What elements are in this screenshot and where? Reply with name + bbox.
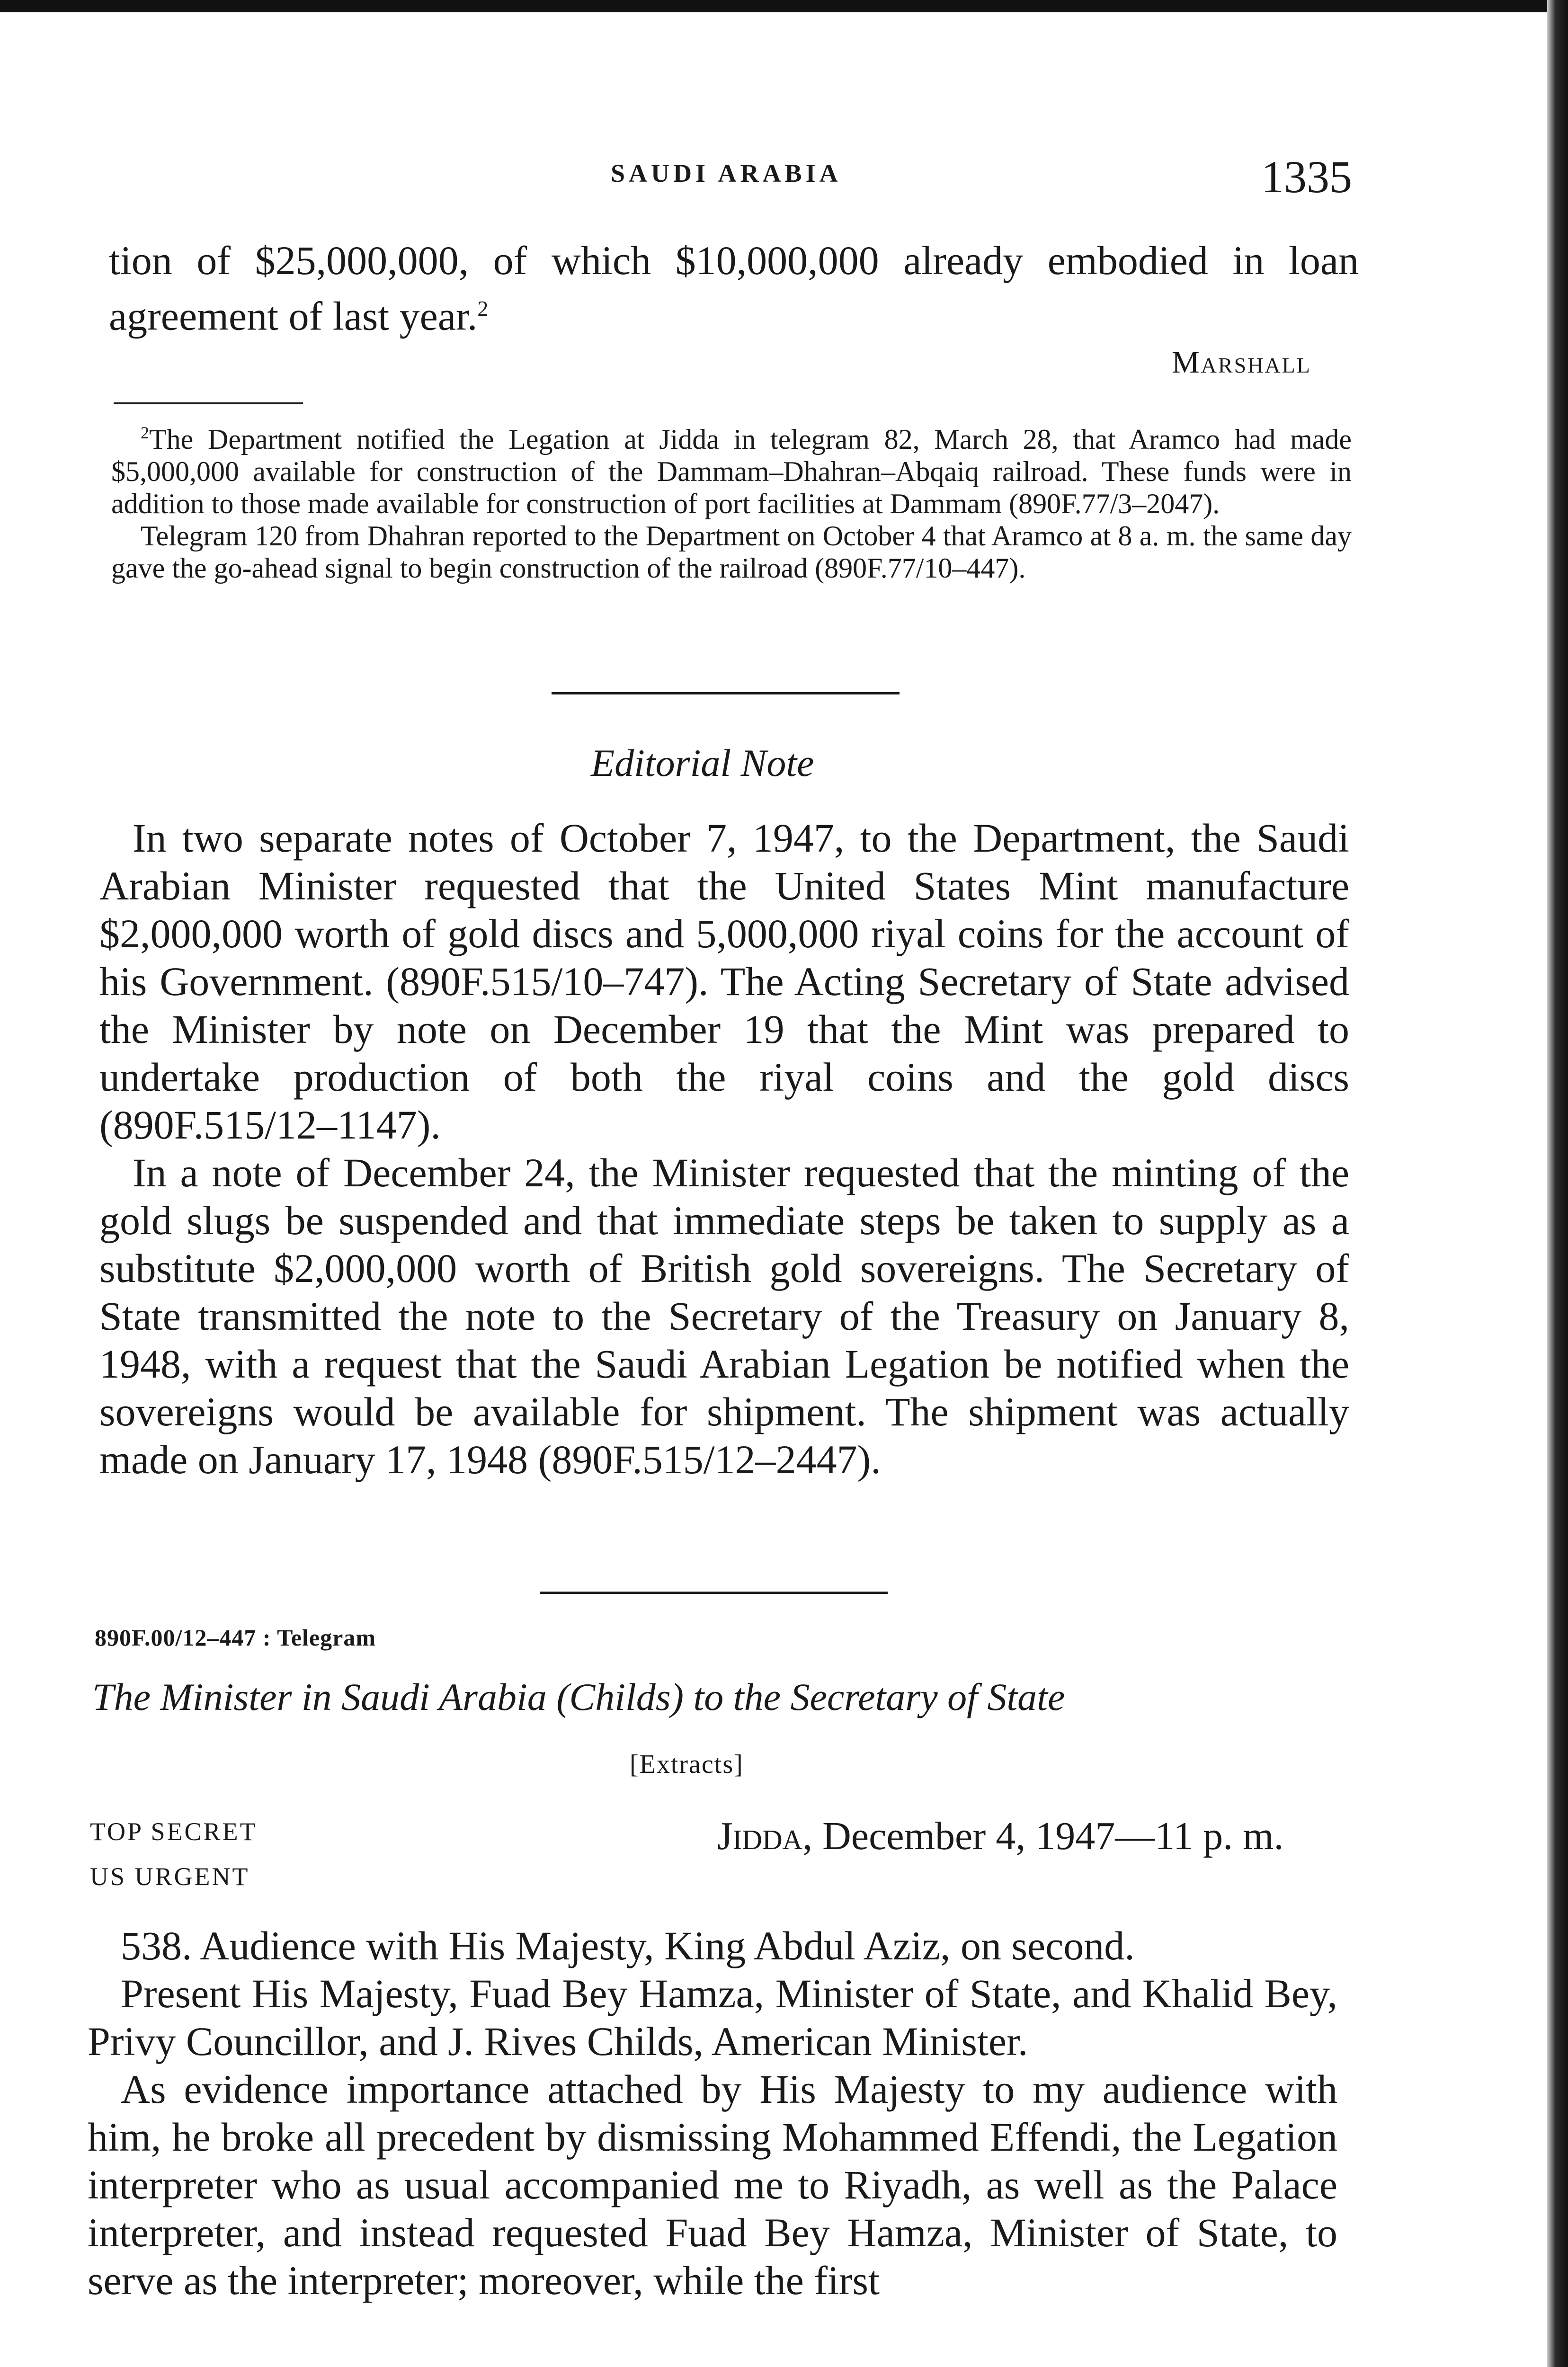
classification-urgent: US URGENT <box>90 1862 250 1891</box>
footnote-marker: 2 <box>141 423 149 442</box>
footnote-2 <box>111 417 1352 520</box>
editorial-paragraph-2: In a note of December 24, the Minister requested that the minting of the gold slugs be suspended and that immediate steps be taken to supply as a substitute $2,000,000 worth of British gold sovereigns. The Secretary of State transmitted the note to the Secretary of the Treasury on January 8, 1948, with a request that the Saudi Arabian Legation be notified when the sovereigns would be available for shipment. The shipment was actually made on January 17, 1948 (890F.515/12–2447). <box>99 1150 1349 1482</box>
footnote-reference: 2 <box>477 296 489 320</box>
running-header-title: SAUDI ARABIA <box>611 159 842 187</box>
footnote-text-1: The Department notified the Legation at Jidda in telegram 82, March 28, that Aramco had made $5,000,000 available for construction of the Dammam–Dhahran–Abqaiq railroad. These funds were in addition to those made available for construction of port facilities at Dammam (890F.77/3–2047). <box>111 424 1352 519</box>
footnote-2-continued: Telegram 120 from Dhahran reported to the Department on October 4 that Aramco at 8 a. m. the same day gave the go-ahead signal to begin construction of the railroad (890F.77/10–447). <box>111 520 1352 584</box>
dateline <box>717 1813 1284 1859</box>
document-title: The Minister in Saudi Arabia (Childs) to the Secretary of State <box>92 1675 1065 1718</box>
section-divider-2 <box>540 1592 888 1594</box>
signature: Marshall <box>1172 345 1311 380</box>
editorial-note-body <box>99 814 1349 1484</box>
page-top-edge <box>0 0 1568 12</box>
page-number: 1335 <box>1261 151 1352 202</box>
footnotes <box>111 417 1352 584</box>
dateline-date: , December 4, 1947—11 p. m. <box>802 1814 1284 1858</box>
document-reference: 890F.00/12–447 : Telegram <box>95 1624 376 1651</box>
footnote-divider <box>114 402 303 404</box>
continuation-paragraph <box>109 237 1359 340</box>
telegram-paragraph-3: As evidence importance attached by His Majesty to my audience with him, he broke all precedent by dismissing Mohammed Effendi, the Legation interpreter who as usual accompanied me to Riyadh, as well as the Palace interpreter, and instead requested Fuad Bey Hamza, Minister of State, to serve as the interpreter; moreover, while the first <box>88 2066 1337 2303</box>
classification-top-secret: TOP SECRET <box>90 1817 258 1846</box>
document-subtitle: [Extracts] <box>630 1750 744 1779</box>
telegram-body <box>88 1922 1337 2305</box>
page-binding-edge <box>1547 0 1568 2367</box>
section-divider <box>552 692 900 694</box>
editorial-note-title: Editorial Note <box>591 741 814 784</box>
telegram-paragraph-1: 538. Audience with His Majesty, King Abdul Aziz, on second. <box>121 1923 1135 1968</box>
continuation-text: tion of $25,000,000, of which $10,000,000 already embodied in loan agreement of last year. <box>109 238 1359 339</box>
telegram-paragraph-2: Present His Majesty, Fuad Bey Hamza, Minister of State, and Khalid Bey, Privy Councillor, and J. Rives Childs, American Minister. <box>88 1971 1337 2064</box>
dateline-place: Jidda <box>717 1814 803 1858</box>
editorial-paragraph-1: In two separate notes of October 7, 1947, to the Department, the Saudi Arabian Minister requested that the United States Mint manufacture $2,000,000 worth of gold discs and 5,000,000 riyal coins for the account of his Government. (890F.515/10–747). The Acting Secretary of State advised the Minister by note on December 19 that the Mint was prepared to undertake production of both the riyal coins and the gold discs (890F.515/12–1147). <box>99 815 1349 1148</box>
